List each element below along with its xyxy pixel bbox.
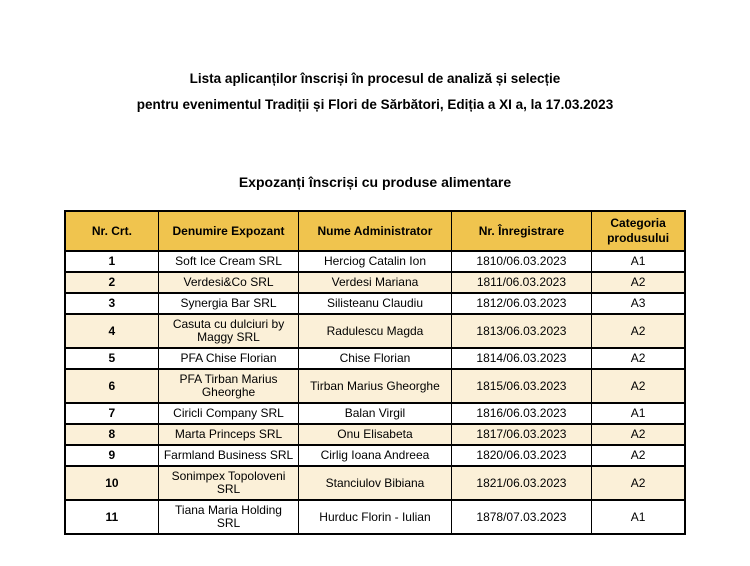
cell-nr-inregistrare: 1821/06.03.2023 xyxy=(451,466,591,500)
section-title: Expozanți înscriși cu produse alimentare xyxy=(238,174,512,190)
cell-nr-inregistrare: 1815/06.03.2023 xyxy=(451,369,591,403)
cell-nume-administrator: Hurduc Florin - Iulian xyxy=(299,500,451,534)
table-row xyxy=(65,272,685,293)
table-row xyxy=(65,314,685,348)
col-header-denumire-expozant: Denumire Expozant xyxy=(158,211,298,251)
cell-categoria: A3 xyxy=(592,293,685,314)
cell-nr-inregistrare: 1812/06.03.2023 xyxy=(451,293,591,314)
cell-nr-inregistrare: 1820/06.03.2023 xyxy=(451,445,591,466)
col-header-nr-crt: Nr. Crt. xyxy=(65,211,158,251)
table-row xyxy=(65,466,685,500)
cell-nr-inregistrare: 1817/06.03.2023 xyxy=(451,424,591,445)
cell-nr-crt: 8 xyxy=(65,424,158,445)
table-header-row xyxy=(65,211,685,251)
table-row xyxy=(65,500,685,534)
cell-categoria: A2 xyxy=(592,466,685,500)
cell-denumire-expozant: Sonimpex Topoloveni SRL xyxy=(158,466,298,500)
cell-nume-administrator: Herciog Catalin Ion xyxy=(299,251,451,272)
table-row xyxy=(65,445,685,466)
col-header-nume-administrator: Nume Administrator xyxy=(299,211,451,251)
cell-categoria: A2 xyxy=(592,424,685,445)
cell-categoria: A2 xyxy=(592,445,685,466)
cell-nume-administrator: Chise Florian xyxy=(299,348,451,369)
table-row xyxy=(65,251,685,272)
cell-denumire-expozant: Synergia Bar SRL xyxy=(158,293,298,314)
cell-nr-crt: 4 xyxy=(65,314,158,348)
cell-nume-administrator: Balan Virgil xyxy=(299,403,451,424)
cell-nr-inregistrare: 1811/06.03.2023 xyxy=(451,272,591,293)
document-title-line-2: pentru evenimentul Tradiții și Flori de Sărbători, Ediția a XI a, la 17.03.2023 xyxy=(136,97,614,112)
cell-nr-inregistrare: 1813/06.03.2023 xyxy=(451,314,591,348)
cell-categoria: A1 xyxy=(592,403,685,424)
cell-denumire-expozant: Tiana Maria Holding SRL xyxy=(158,500,298,534)
cell-nume-administrator: Verdesi Mariana xyxy=(299,272,451,293)
cell-nr-crt: 5 xyxy=(65,348,158,369)
cell-nr-inregistrare: 1878/07.03.2023 xyxy=(451,500,591,534)
cell-categoria: A1 xyxy=(592,500,685,534)
cell-denumire-expozant: Farmland Business SRL xyxy=(158,445,298,466)
document-title xyxy=(0,66,750,118)
cell-denumire-expozant: Casuta cu dulciuri by Maggy SRL xyxy=(158,314,298,348)
cell-nume-administrator: Cirlig Ioana Andreea xyxy=(299,445,451,466)
cell-nr-crt: 2 xyxy=(65,272,158,293)
cell-denumire-expozant: Verdesi&Co SRL xyxy=(158,272,298,293)
table-row xyxy=(65,293,685,314)
cell-nr-crt: 3 xyxy=(65,293,158,314)
document-page xyxy=(0,66,750,566)
applicants-table xyxy=(64,210,686,535)
cell-nr-inregistrare: 1810/06.03.2023 xyxy=(451,251,591,272)
cell-nume-administrator: Silisteanu Claudiu xyxy=(299,293,451,314)
table-row xyxy=(65,348,685,369)
cell-nr-crt: 6 xyxy=(65,369,158,403)
table-header xyxy=(65,211,685,251)
cell-nr-crt: 11 xyxy=(65,500,158,534)
cell-nume-administrator: Onu Elisabeta xyxy=(299,424,451,445)
table-body xyxy=(65,251,685,534)
cell-denumire-expozant: Ciricli Company SRL xyxy=(158,403,298,424)
cell-categoria: A2 xyxy=(592,314,685,348)
table-row xyxy=(65,369,685,403)
cell-nr-crt: 10 xyxy=(65,466,158,500)
cell-nr-inregistrare: 1816/06.03.2023 xyxy=(451,403,591,424)
cell-categoria: A2 xyxy=(592,369,685,403)
cell-denumire-expozant: PFA Tirban Marius Gheorghe xyxy=(158,369,298,403)
table-row xyxy=(65,403,685,424)
cell-nume-administrator: Tirban Marius Gheorghe xyxy=(299,369,451,403)
cell-nr-inregistrare: 1814/06.03.2023 xyxy=(451,348,591,369)
cell-denumire-expozant: PFA Chise Florian xyxy=(158,348,298,369)
cell-categoria: A2 xyxy=(592,272,685,293)
cell-categoria: A1 xyxy=(592,251,685,272)
cell-nume-administrator: Stanciulov Bibiana xyxy=(299,466,451,500)
table-row xyxy=(65,424,685,445)
cell-denumire-expozant: Soft Ice Cream SRL xyxy=(158,251,298,272)
col-header-nr-inregistrare: Nr. Înregistrare xyxy=(451,211,591,251)
cell-denumire-expozant: Marta Princeps SRL xyxy=(158,424,298,445)
cell-nume-administrator: Radulescu Magda xyxy=(299,314,451,348)
cell-nr-crt: 7 xyxy=(65,403,158,424)
cell-nr-crt: 9 xyxy=(65,445,158,466)
cell-nr-crt: 1 xyxy=(65,251,158,272)
cell-categoria: A2 xyxy=(592,348,685,369)
col-header-categoria: Categoria produsului xyxy=(592,211,685,251)
document-title-line-1: Lista aplicanților înscriși în procesul de analiză și selecție xyxy=(189,71,561,86)
